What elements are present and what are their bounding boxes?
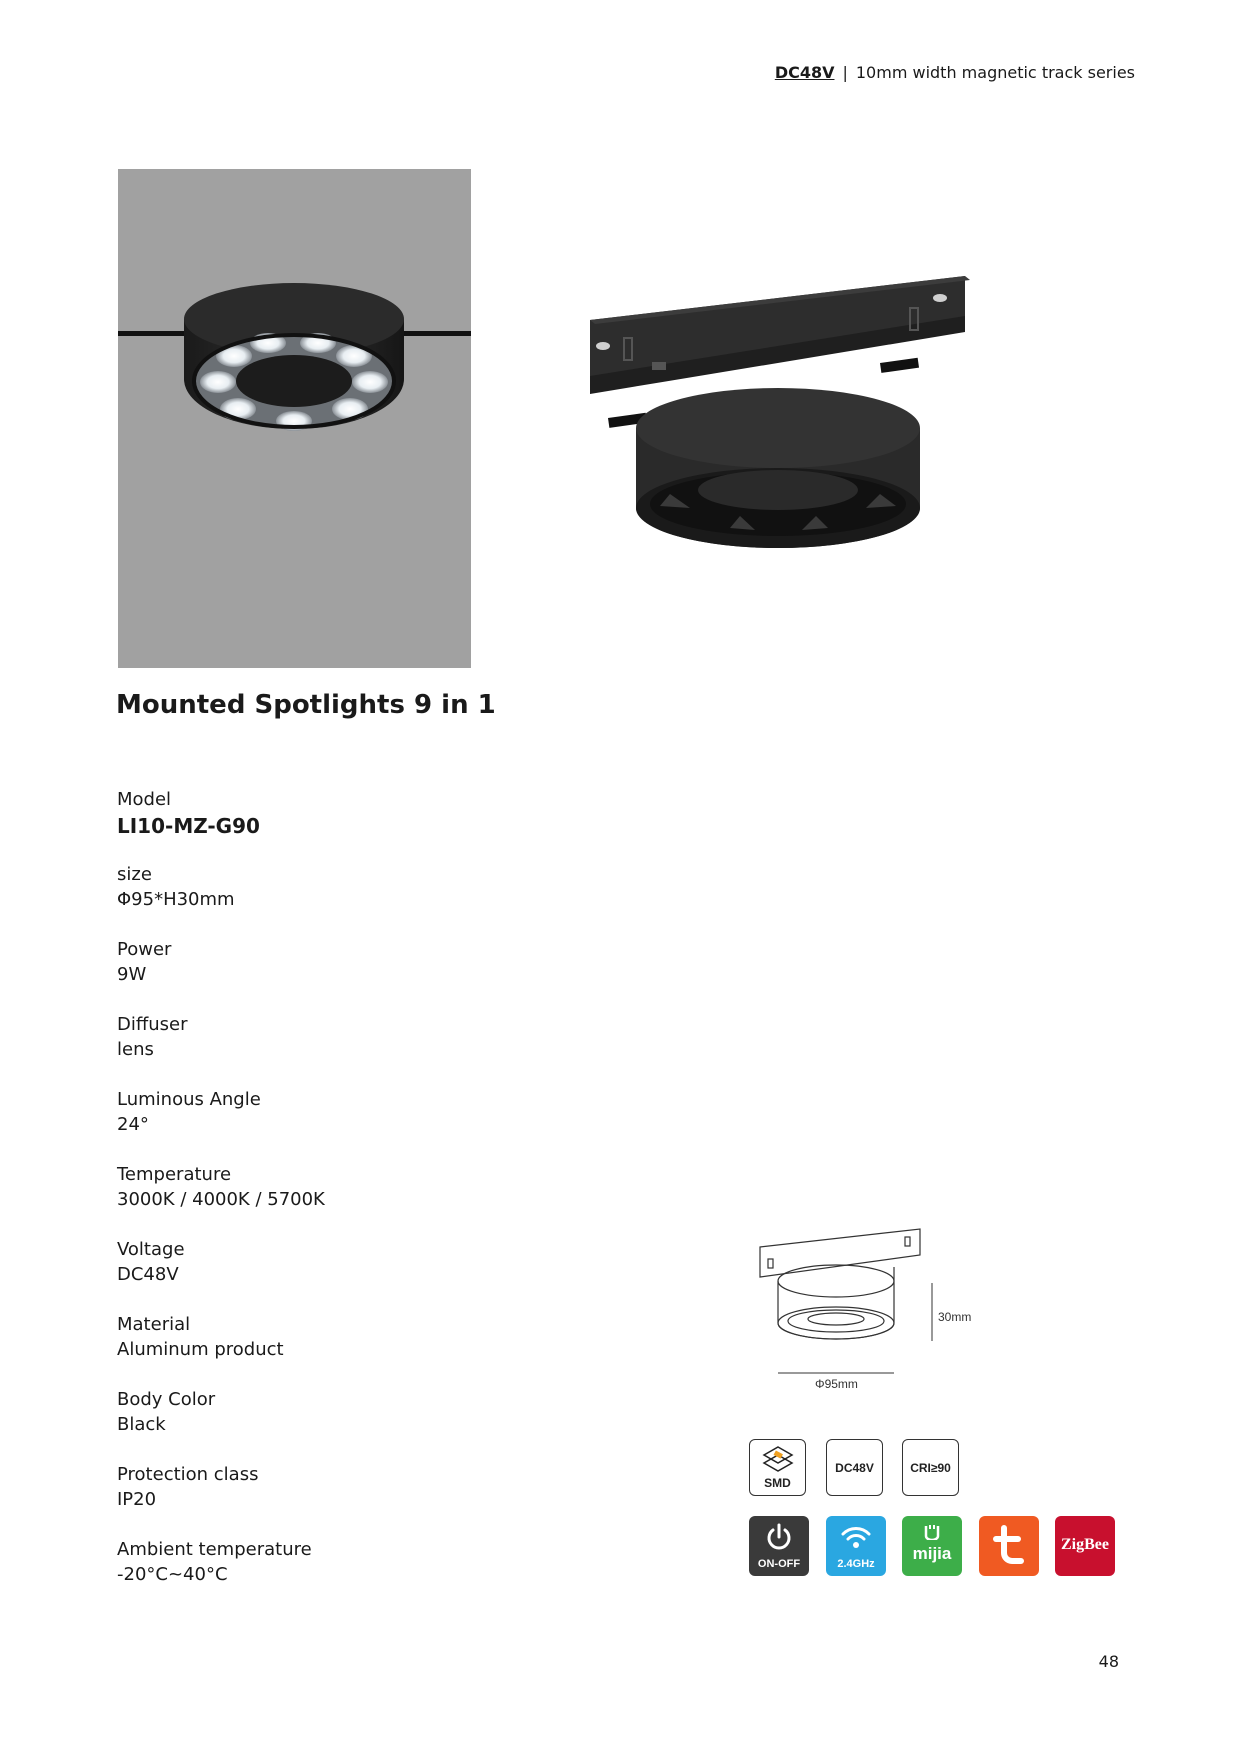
badge-cri bbox=[902, 1439, 959, 1496]
wifi-icon bbox=[840, 1524, 872, 1550]
spec-value: Black bbox=[117, 1414, 166, 1435]
badge-mijia bbox=[902, 1516, 962, 1576]
badge-smd bbox=[749, 1439, 806, 1496]
power-icon bbox=[764, 1522, 794, 1552]
spec-value: Aluminum product bbox=[117, 1339, 284, 1360]
spec-value: 3000K / 4000K / 5700K bbox=[117, 1189, 325, 1210]
spec-material bbox=[117, 1312, 517, 1362]
product-title: Mounted Spotlights 9 in 1 bbox=[116, 690, 496, 720]
spec-value: -20°C~40°C bbox=[117, 1564, 228, 1585]
spec-value: IP20 bbox=[117, 1489, 157, 1510]
spec-luminous-angle bbox=[117, 1087, 517, 1137]
dimension-drawing bbox=[750, 1225, 980, 1390]
mijia-icon bbox=[924, 1524, 940, 1540]
spec-value: LI10-MZ-G90 bbox=[117, 814, 260, 838]
spec-label: Model bbox=[117, 789, 172, 810]
page-number: 48 bbox=[1098, 1652, 1119, 1671]
badge-smd-label: SMD bbox=[764, 1476, 791, 1490]
dimension-diameter: Φ95mm bbox=[815, 1377, 858, 1390]
badge-mijia-label: mijia bbox=[912, 1544, 952, 1563]
spec-ambient-temperature bbox=[117, 1537, 517, 1587]
badge-on-off bbox=[749, 1516, 809, 1576]
spec-temperature bbox=[117, 1162, 517, 1212]
spec-voltage bbox=[117, 1237, 517, 1287]
spec-label: Material bbox=[117, 1314, 191, 1335]
tuya-icon bbox=[991, 1525, 1027, 1567]
header-separator: | bbox=[842, 63, 848, 82]
spec-label: Power bbox=[117, 939, 172, 960]
spec-model bbox=[117, 787, 517, 840]
spec-value: lens bbox=[117, 1039, 154, 1060]
series-name: 10mm width magnetic track series bbox=[855, 63, 1135, 82]
spotlight-photo-illustration bbox=[118, 169, 471, 668]
badge-zigbee bbox=[1055, 1516, 1115, 1576]
spec-label: Ambient temperature bbox=[117, 1539, 312, 1560]
track-spotlight-render bbox=[580, 268, 980, 568]
badge-cri-label: CRI≥90 bbox=[910, 1461, 951, 1475]
badge-voltage bbox=[826, 1439, 883, 1496]
page-header bbox=[775, 63, 1135, 82]
dimension-line-drawing bbox=[750, 1225, 980, 1390]
product-render bbox=[580, 268, 980, 568]
spec-protection-class bbox=[117, 1462, 517, 1512]
series-voltage: DC48V bbox=[774, 63, 835, 82]
spec-label: Protection class bbox=[117, 1464, 259, 1485]
badge-wifi-label: 2.4GHz bbox=[837, 1558, 875, 1570]
spec-value: Φ95*H30mm bbox=[117, 889, 235, 910]
dimension-height: 30mm bbox=[938, 1310, 972, 1324]
spec-label: size bbox=[117, 864, 152, 885]
badge-tuya bbox=[979, 1516, 1039, 1576]
spec-value: DC48V bbox=[117, 1264, 179, 1285]
badge-voltage-label: DC48V bbox=[835, 1461, 874, 1475]
spec-power bbox=[117, 937, 517, 987]
spec-body-color bbox=[117, 1387, 517, 1437]
smd-chip-icon bbox=[762, 1445, 794, 1473]
spec-value: 24° bbox=[117, 1114, 149, 1135]
spec-label: Temperature bbox=[117, 1164, 232, 1185]
badge-on-off-label: ON-OFF bbox=[757, 1558, 801, 1570]
spec-label: Luminous Angle bbox=[117, 1089, 261, 1110]
badge-zigbee-label: ZigBee bbox=[1061, 1536, 1109, 1553]
product-photo bbox=[118, 169, 471, 668]
badge-wifi bbox=[826, 1516, 886, 1576]
spec-label: Voltage bbox=[117, 1239, 185, 1260]
spec-label: Body Color bbox=[117, 1389, 216, 1410]
spec-size bbox=[117, 862, 517, 912]
spec-diffuser bbox=[117, 1012, 517, 1062]
spec-value: 9W bbox=[117, 964, 147, 985]
spec-label: Diffuser bbox=[117, 1014, 188, 1035]
